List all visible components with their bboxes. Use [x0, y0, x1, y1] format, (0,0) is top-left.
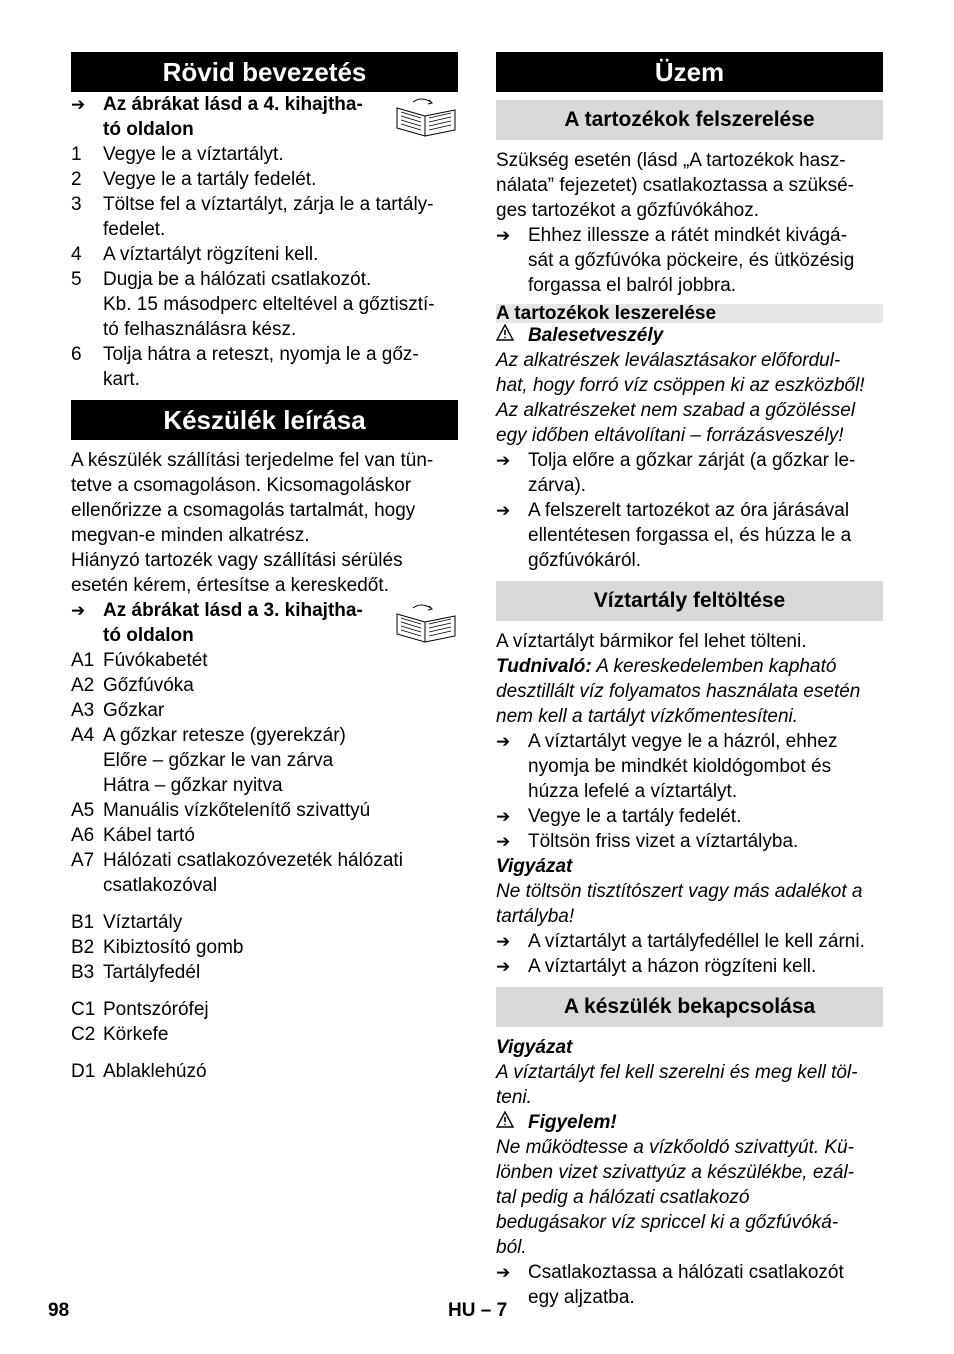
text-line: Hátra – gőzkar nyitva: [103, 775, 283, 796]
caution-heading-2: Vigyázat: [496, 1037, 573, 1058]
parts-list-a: [71, 648, 458, 898]
item-number: 3: [71, 194, 82, 215]
text-line: zárva).: [528, 475, 587, 496]
subsection-title-removal: A tartozékok leszerelése: [496, 304, 883, 323]
caution-text-2: [496, 1060, 883, 1110]
text-line: Ne működtesse a vízkőoldó szivattyút. Kü-: [496, 1137, 854, 1158]
text-line: A víztartályt fel kell szerelni és meg kell töl-: [496, 1062, 858, 1083]
instruction-step: [496, 448, 883, 498]
right-arrow-icon: ➔: [496, 932, 511, 951]
parts-list-d: [71, 1059, 458, 1084]
text-line: fedelet.: [103, 219, 166, 240]
right-arrow-icon: ➔: [71, 601, 86, 620]
part-item: [71, 935, 458, 960]
subsection-title-switch-on: A készülék bekapcsolása: [496, 987, 883, 1027]
text-line: ellentétesen forgassa el, és húzza le a: [528, 525, 852, 546]
text-line: gőzfúvókáról.: [528, 550, 642, 571]
part-item: [71, 648, 458, 673]
text-line: nem kell a tartályt vízkőmentesíteni.: [496, 706, 799, 727]
warning-heading: Balesetveszély: [496, 323, 883, 348]
right-arrow-icon: ➔: [496, 957, 511, 976]
open-book-icon: [393, 602, 461, 644]
text-line: tartályba!: [496, 906, 575, 927]
text-line: Kb. 15 másodperc elteltével a gőztisztí-: [103, 294, 435, 315]
right-arrow-icon: ➔: [71, 95, 86, 114]
text-line: Hiányzó tartozék vagy szállítási sérülés: [71, 550, 403, 571]
text-line: bedugásakor víz spriccel ki a gőzfúvóká-: [496, 1212, 839, 1233]
text-line: Kibiztosító gomb: [103, 937, 244, 958]
text-line: nyomja be mindkét kioldógombot és: [528, 756, 832, 777]
text-line: Vegye le a tartály fedelét.: [528, 806, 742, 827]
right-arrow-icon: ➔: [496, 1263, 511, 1282]
text-line: Előre – gőzkar le van zárva: [103, 750, 334, 771]
subsection-title-mounting: A tartozékok felszerelése: [496, 100, 883, 140]
text-line: Körkefe: [103, 1024, 169, 1045]
fill-tank-steps: [496, 729, 883, 854]
part-item: [71, 723, 458, 798]
right-arrow-icon: ➔: [496, 451, 511, 470]
text-line: A készülék szállítási terjedelme fel van tün-: [71, 450, 434, 471]
page-number: 98: [48, 1300, 70, 1321]
item-number: 4: [71, 244, 82, 265]
text-line: teni.: [496, 1087, 532, 1108]
step-item: [71, 192, 458, 242]
instruction-step: [496, 1260, 883, 1310]
warning-triangle-icon: [496, 1110, 528, 1135]
right-arrow-icon: ➔: [496, 501, 511, 520]
subsection-title-fill-tank: Víztartály feltöltése: [496, 581, 883, 621]
text-line: Tolja előre a gőzkar zárját (a gőzkar le-: [528, 450, 856, 471]
item-number: A6: [71, 825, 95, 846]
item-number: D1: [71, 1061, 96, 1082]
text-line: desztillált víz folyamatos használata esetén: [496, 681, 861, 702]
left-column: [71, 52, 458, 1084]
text-line: Hálózati csatlakozóvezeték hálózati: [103, 850, 403, 871]
section-title-quick-start: Rövid bevezetés: [71, 52, 458, 92]
parts-list-c: [71, 997, 458, 1047]
section-title-operation: Üzem: [496, 52, 883, 92]
part-item: [71, 910, 458, 935]
text-line: Szükség esetén (lásd „A tartozékok hasz-: [496, 150, 846, 171]
part-item: [71, 698, 458, 723]
text-line: Az alkatrészek leválasztásakor előfordul-: [496, 350, 841, 371]
part-item: [71, 823, 458, 848]
text-line: Tolja hátra a reteszt, nyomja le a gőz-: [103, 344, 419, 365]
text-line: Ehhez illessze a rátét mindkét kivágá-: [528, 225, 847, 246]
part-item: [71, 1059, 458, 1084]
text-line: egy aljzatba.: [528, 1287, 635, 1308]
attention-heading: Figyelem!: [496, 1110, 883, 1135]
right-arrow-icon: ➔: [496, 732, 511, 751]
text-line: sát a gőzfúvóka pöckeire, és ütközésig: [528, 250, 855, 271]
text-line: Fúvókabetét: [103, 650, 208, 671]
item-number: A3: [71, 700, 95, 721]
text-line: hat, hogy forró víz csöppen ki az eszközből!: [496, 375, 865, 396]
right-column: [496, 52, 883, 1310]
text-line: lönben vizet szivattyúz a készülékbe, ezál-: [496, 1162, 855, 1183]
item-number: B3: [71, 962, 95, 983]
device-description-text: [71, 448, 458, 598]
fill-tank-steps-2: [496, 929, 883, 979]
instruction-step: [496, 804, 883, 829]
step-item: [71, 267, 458, 342]
mounting-steps: [496, 223, 883, 298]
item-number: B2: [71, 937, 95, 958]
text-line: A víztartályt vegye le a házról, ehhez: [528, 731, 838, 752]
warning-triangle-icon: [496, 323, 528, 348]
text-line: ellenőrizze a csomagolás tartalmát, hogy: [71, 500, 416, 521]
part-item: [71, 997, 458, 1022]
text-line: Tartályfedél: [103, 962, 201, 983]
text-line: ges tartozékot a gőzfúvókához.: [496, 200, 759, 221]
section-title-device-description: Készülék leírása: [71, 400, 458, 440]
step-item: [71, 242, 458, 267]
item-number: A4: [71, 725, 95, 746]
item-number: C1: [71, 999, 96, 1020]
text-line: ból.: [496, 1237, 527, 1258]
text-line: megvan-e minden alkatrész.: [71, 525, 310, 546]
item-number: A1: [71, 650, 95, 671]
text-line: Dugja be a hálózati csatlakozót.: [103, 269, 372, 290]
item-number: 6: [71, 344, 82, 365]
text-line: tó felhasználásra kész.: [103, 319, 297, 340]
item-number: 1: [71, 144, 82, 165]
instruction-step: [496, 729, 883, 804]
caution-text: [496, 879, 883, 929]
note-text: Tudnivaló: A kereskedelemben kapható desztillált víz folyamatos használata esetén nem kell a tartályt vízkőmentesíteni.: [496, 654, 883, 729]
burn-warning-text: [496, 348, 883, 448]
part-item: [71, 798, 458, 823]
text-line: Pontszórófej: [103, 999, 209, 1020]
text-line: A víztartályt rögzíteni kell.: [103, 244, 319, 265]
text-line: kart.: [103, 369, 140, 390]
text-line: A felszerelt tartozékot az óra járásával: [528, 500, 850, 521]
item-number: A5: [71, 800, 95, 821]
open-book-icon: [393, 96, 461, 138]
right-arrow-icon: ➔: [496, 226, 511, 245]
instruction-step: [496, 223, 883, 298]
instruction-step: [496, 954, 883, 979]
text-line: Ablaklehúzó: [103, 1061, 207, 1082]
text-line: Vegye le a víztartályt.: [103, 144, 284, 165]
text-line: esetén kérem, értesítse a kereskedőt.: [71, 575, 389, 596]
item-number: 2: [71, 169, 82, 190]
caution-heading: Vigyázat: [496, 856, 573, 877]
figure-reference-note-2: ➔ Az ábrákat lásd a 3. kihajtha- tó oldalon: [71, 598, 458, 648]
parts-list-b: [71, 910, 458, 985]
text-line: Manuális vízkőtelenítő szivattyú: [103, 800, 371, 821]
text-line: Gőzkar: [103, 700, 165, 721]
text-line: csatlakozóval: [103, 875, 218, 896]
text-line: Ne töltsön tisztítószert vagy más adalékot a: [496, 881, 863, 902]
step-item: [71, 167, 458, 192]
mounting-text: [496, 148, 883, 223]
text-line: A víztartályt a tartályfedéllel le kell zárni.: [528, 931, 865, 952]
item-number: C2: [71, 1024, 96, 1045]
item-number: 5: [71, 269, 82, 290]
item-number: B1: [71, 912, 95, 933]
fill-tank-line: A víztartályt bármikor fel lehet tölteni.: [496, 631, 807, 652]
step-item: [71, 342, 458, 392]
text-line: Kábel tartó: [103, 825, 195, 846]
text-line: tetve a csomagoláson. Kicsomagoláskor: [71, 475, 412, 496]
text-line: nálata” fejezetet) csatlakoztassa a szüksé-: [496, 175, 855, 196]
text-line: Csatlakoztassa a hálózati csatlakozót: [528, 1262, 844, 1283]
text-line: Töltsön friss vizet a víztartályba.: [528, 831, 799, 852]
part-item: [71, 848, 458, 898]
removal-steps: [496, 448, 883, 573]
text-line: forgassa el balról jobbra.: [528, 275, 737, 296]
item-number: A2: [71, 675, 95, 696]
text-line: Az alkatrészeket nem szabad a gőzöléssel: [496, 400, 856, 421]
text-line: Töltse fel a víztartályt, zárja le a tartály-: [103, 194, 434, 215]
instruction-step: [496, 929, 883, 954]
text-line: Gőzfúvóka: [103, 675, 194, 696]
instruction-step: [496, 498, 883, 573]
switch-on-steps: [496, 1260, 883, 1310]
right-arrow-icon: ➔: [496, 832, 511, 851]
text-line: Víztartály: [103, 912, 183, 933]
text-line: tal pedig a hálózati csatlakozó: [496, 1187, 750, 1208]
item-number: A7: [71, 850, 95, 871]
quick-start-steps: [71, 142, 458, 392]
text-line: A gőzkar retesze (gyerekzár): [103, 725, 346, 746]
part-item: [71, 1022, 458, 1047]
step-item: [71, 142, 458, 167]
text-line: egy időben eltávolítani – forrázásveszély!: [496, 425, 844, 446]
text-line: A víztartályt a házon rögzíteni kell.: [528, 956, 817, 977]
page-label: HU – 7: [448, 1300, 508, 1321]
text-line: húzza lefelé a víztartályt.: [528, 781, 738, 802]
right-arrow-icon: ➔: [496, 807, 511, 826]
text-line: Vegye le a tartály fedelét.: [103, 169, 317, 190]
part-item: [71, 960, 458, 985]
attention-text: [496, 1135, 883, 1260]
figure-reference-note: ➔ Az ábrákat lásd a 4. kihajtha- tó oldalon: [71, 92, 458, 142]
instruction-step: [496, 829, 883, 854]
part-item: [71, 673, 458, 698]
